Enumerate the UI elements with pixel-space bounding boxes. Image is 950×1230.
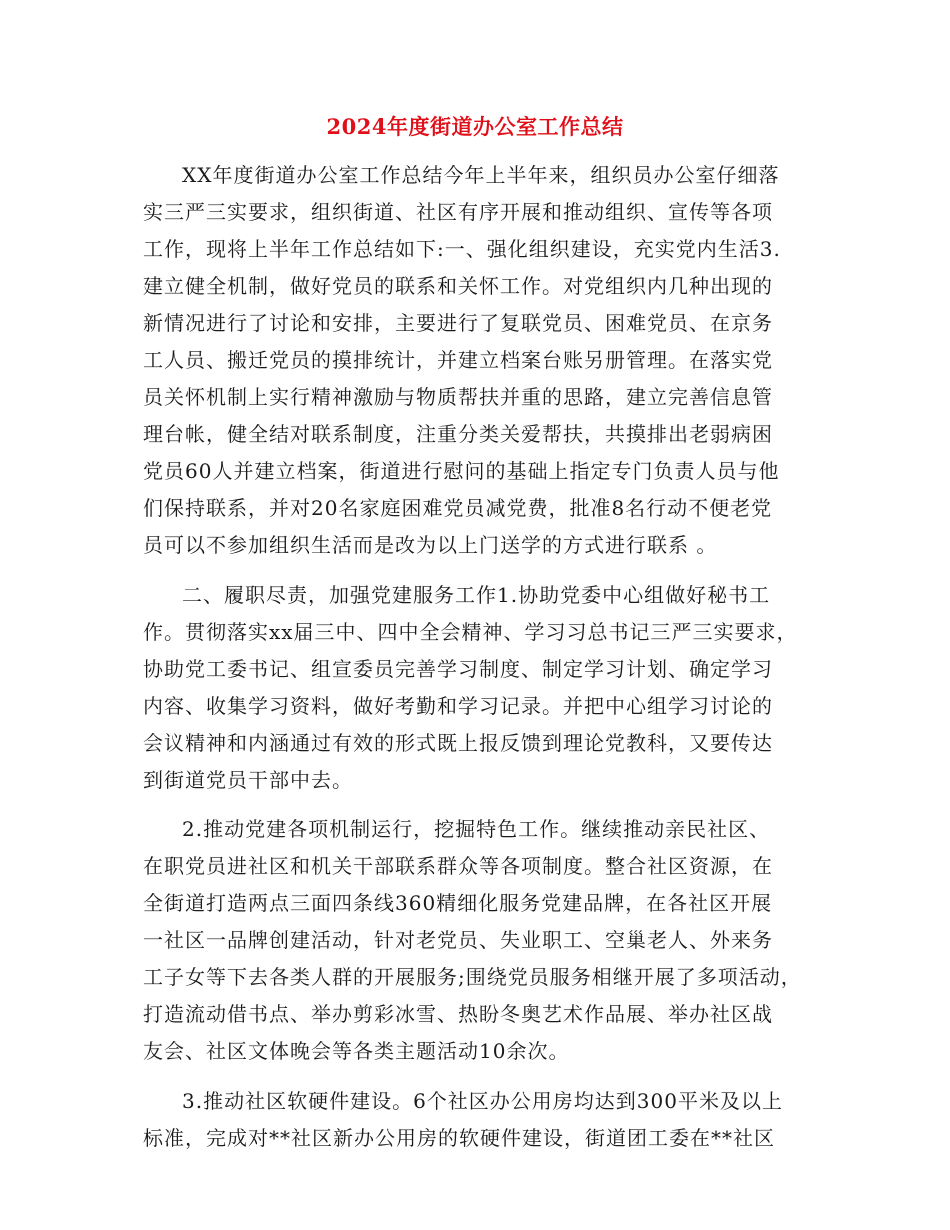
text-line: 会议精神和内涵通过有效的形式既上报反馈到理论党教科，又要传达 [143, 731, 773, 755]
text-line: 协助党工委书记、组宣委员完善学习制度、制定学习计划、确定学习 [143, 657, 773, 681]
text-line: 们保持联系，并对20名家庭困难党员减党费，批准8名行动不便老党 [143, 496, 773, 520]
text-line: 内容、收集学习资料，做好考勤和学习记录。并把中心组学习讨论的 [143, 694, 773, 718]
text-line: 在职党员进社区和机关干部联系群众等各项制度。整合社区资源，在 [143, 854, 773, 878]
text-line: 党员60人并建立档案，街道进行慰问的基础上指定专门负责人员与他 [143, 459, 780, 483]
text-line: 作。贯彻落实xx届三中、四中全会精神、学习习总书记三严三实要求， [143, 620, 798, 644]
text-line: 新情况进行了讨论和安排，主要进行了复联党员、困难党员、在京务 [143, 311, 773, 335]
text-line: 全街道打造两点三面四条线360精细化服务党建品牌，在各社区开展 [143, 891, 773, 915]
text-line: 标准，完成对**社区新办公用房的软硬件建设，街道团工委在**社区 [143, 1126, 775, 1150]
text-line: 二、履职尽责，加强党建服务工作1.协助党委中心组做好秘书工 [182, 583, 771, 607]
text-line: XX年度街道办公室工作总结今年上半年来，组织员办公室仔细落 [182, 163, 780, 187]
text-line: 理台帐，健全结对联系制度，注重分类关爱帮扶，共摸排出老弱病困 [143, 422, 773, 446]
text-line: 2.推动党建各项机制运行，挖掘特色工作。继续推动亲民社区、 [182, 817, 771, 841]
text-line: 到街道党员干部中去。 [143, 768, 353, 792]
text-line: 打造流动借书点、举办剪彩冰雪、热盼冬奥艺术作品展、举办社区战 [143, 1002, 773, 1026]
text-line: 建立健全机制，做好党员的联系和关怀工作。对党组织内几种出现的 [143, 274, 773, 298]
text-line: 工作，现将上半年工作总结如下:一、强化组织建设，充实党内生活3. [143, 237, 781, 261]
text-line: 工子女等下去各类人群的开展服务;围绕党员服务相继开展了多项活动， [143, 965, 802, 989]
text-line: 员关怀机制上实行精神激励与物质帮扶并重的思路，建立完善信息管 [143, 385, 773, 409]
text-line: 员可以不参加组织生活而是改为以上门送学的方式进行联系 。 [143, 533, 718, 557]
text-line: 3.推动社区软硬件建设。6个社区办公用房均达到300平米及以上 [182, 1089, 783, 1113]
text-line: 实三严三实要求，组织街道、社区有序开展和推动组织、宣传等各项 [143, 200, 773, 224]
text-line: 工人员、搬迁党员的摸排统计，并建立档案台账另册管理。在落实党 [143, 348, 773, 372]
text-line: 友会、社区文体晚会等各类主题活动10余次。 [143, 1039, 570, 1063]
text-line: 一社区一品牌创建活动，针对老党员、失业职工、空巢老人、外来务 [143, 928, 773, 952]
document-title: 2024年度街道办公室工作总结 [326, 114, 624, 139]
